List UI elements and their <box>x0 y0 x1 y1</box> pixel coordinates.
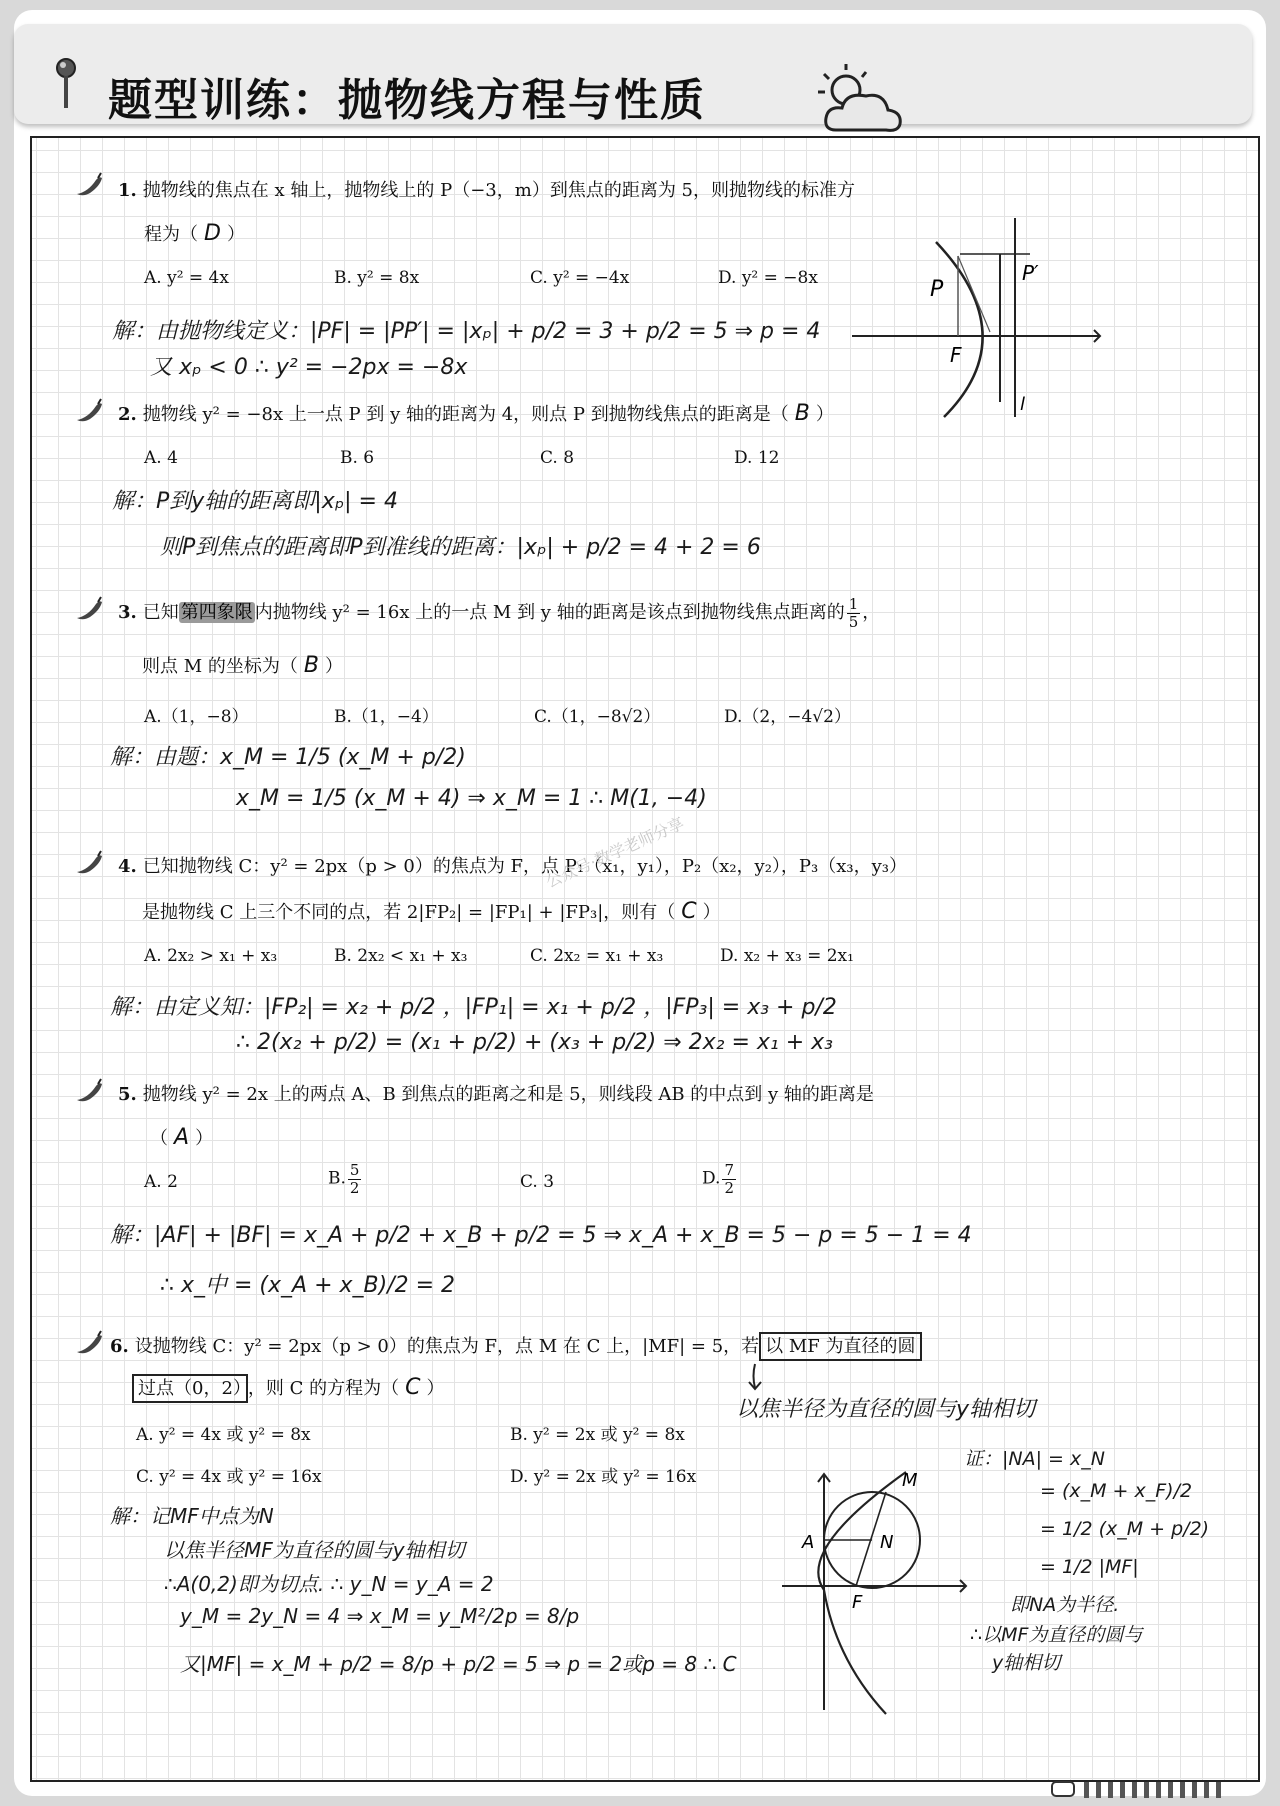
q1-solution-line2: 又 xₚ < 0 ∴ y² = −2px = −8x <box>150 355 468 380</box>
q3-option-b: B.（1，−4） <box>334 707 439 727</box>
q4-solution-line1: 解：由定义知：|FP₂| = x₂ + p/2 ，|FP₁| = x₁ + p/2 ，|FP₃| = x₃ + p/2 <box>110 995 837 1020</box>
q6-proof-line6: ∴以MF为直径的圆与 <box>970 1624 1143 1646</box>
q2-solution-line1: 解：P到y轴的距离即|xₚ| = 4 <box>112 489 398 514</box>
question-6-stem: 6. 设抛物线 C：y² = 2px（p > 0）的焦点为 F，点 M 在 C 上，|MF| = 5，若 以 MF 为直径的圆 <box>110 1332 922 1358</box>
fig6-label-f: F <box>852 1592 863 1613</box>
question-1-answer: D <box>204 221 221 246</box>
q6-option-a: A. y² = 4x 或 y² = 8x <box>136 1425 311 1445</box>
question-4-stem: 4. 已知抛物线 C：y² = 2px（p > 0）的焦点为 F，点 P₁（x₁，y₁），P₂（x₂，y₂），P₃（x₃，y₃） <box>118 856 907 877</box>
q5-solution-line2: ∴ x_中 = (x_A + x_B)/2 = 2 <box>160 1273 456 1298</box>
question-3-stem: 3. 已知 第四象限 内抛物线 y² = 16x 上的一点 M 到 y 轴的距离是该点到抛物线焦点距离的 $\frac{1}{5}$ ， <box>118 595 881 631</box>
q2-option-b: B. 6 <box>340 448 375 468</box>
pushpin-icon <box>54 56 78 116</box>
q6-option-d: D. y² = 2x 或 y² = 16x <box>510 1467 697 1487</box>
watermark: 公众号·数学老师分享 <box>542 813 687 892</box>
q3-option-c: C.（1，−8√2） <box>534 707 661 727</box>
q6-note: 以焦半径为直径的圆与y轴相切 <box>736 1397 1036 1422</box>
fig6-label-a: A <box>802 1532 815 1553</box>
chili-pepper-icon <box>74 172 104 198</box>
question-6-stem-line2: 过点（0，2） ，则 C 的方程为（ C ） <box>132 1374 445 1400</box>
header-banner <box>14 24 1252 124</box>
q1-option-b: B. y² = 8x <box>334 268 420 288</box>
fig1-label-l: l <box>1020 394 1026 415</box>
question-4-stem-line2: 是抛物线 C 上三个不同的点，若 2|FP₂| = |FP₁| + |FP₃|，则有（ C ） <box>142 899 721 924</box>
chili-pepper-icon <box>74 398 104 424</box>
question-1-stem-line2: 程为（ D ） <box>144 221 245 246</box>
q6-proof-line5: 即NA为半径. <box>1010 1594 1120 1616</box>
q4-option-b: B. 2x₂ < x₁ + x₃ <box>334 946 468 966</box>
q6-solution-line5: 又|MF| = x_M + p/2 = 8/p + p/2 = 5 ⇒ p = 2或p = 8 ∴ C <box>180 1652 737 1676</box>
chili-pepper-icon <box>74 596 104 622</box>
q1-option-a: A. y² = 4x <box>144 268 229 288</box>
question-3-answer: B <box>303 653 319 678</box>
chili-pepper-icon <box>74 1078 104 1104</box>
fig6-label-m: M <box>902 1470 918 1491</box>
q2-solution-line2: 则P到焦点的距离即P到准线的距离：|xₚ| + p/2 = 4 + 2 = 6 <box>160 535 761 560</box>
q5-option-b: B. $\frac{5}{2}$ <box>328 1161 360 1197</box>
q5-option-a: A. 2 <box>144 1172 178 1192</box>
boxed-phrase: 以 MF 为直径的圆 <box>759 1332 921 1361</box>
q2-option-a: A. 4 <box>144 448 178 468</box>
parabola-directrix-figure <box>850 212 1110 422</box>
question-5-stem: 5. 抛物线 y² = 2x 上的两点 A、B 到焦点的距离之和是 5，则线段 AB 的中点到 y 轴的距离是 <box>118 1084 874 1105</box>
fig6-label-n: N <box>880 1532 894 1553</box>
q6-solution-line3: ∴A(0,2)即为切点. ∴ y_N = y_A = 2 <box>164 1572 494 1596</box>
q2-option-c: C. 8 <box>540 448 575 468</box>
q4-solution-line2: ∴ 2(x₂ + p/2) = (x₁ + p/2) + (x₃ + p/2) ⇒ 2x₂ = x₁ + x₃ <box>236 1030 833 1055</box>
q3-solution-line1: 解：由题：x_M = 1/5 (x_M + p/2) <box>110 745 466 770</box>
q1-option-d: D. y² = −8x <box>718 268 818 288</box>
q2-option-d: D. 12 <box>734 448 780 468</box>
question-1-stem: 1. 抛物线的焦点在 x 轴上，抛物线上的 P（−3，m）到焦点的距离为 5，则抛物线的标准方 <box>118 180 855 201</box>
boxed-phrase: 过点（0，2） <box>132 1374 248 1403</box>
q1-option-c: C. y² = −4x <box>530 268 630 288</box>
q1-solution-line1: 解：由抛物线定义：|PF| = |PP′| = |xₚ| + p/2 = 3 + p/2 = 5 ⇒ p = 4 <box>112 319 821 344</box>
q5-option-d: D. $\frac{7}{2}$ <box>702 1161 734 1197</box>
q4-option-d: D. x₂ + x₃ = 2x₁ <box>720 946 854 966</box>
q6-proof-line7: y轴相切 <box>992 1652 1061 1674</box>
q3-option-a: A.（1，−8） <box>144 707 249 727</box>
q6-solution-line1: 解：记MF中点为N <box>110 1504 274 1528</box>
question-6-answer: C <box>405 1375 421 1400</box>
q3-option-d: D.（2，−4√2） <box>724 707 851 727</box>
q6-proof-line2: = (x_M + x_F)/2 <box>1040 1480 1193 1502</box>
q6-proof-line3: = 1/2 (x_M + p/2) <box>1040 1518 1210 1540</box>
q6-solution-line4: y_M = 2y_N = 4 ⇒ x_M = y_M²/2p = 8/p <box>180 1604 580 1628</box>
question-5-stem-line2: （ A ） <box>150 1125 214 1150</box>
question-2-answer: B <box>794 401 810 426</box>
question-2-stem: 2. 抛物线 y² = −8x 上一点 P 到 y 轴的距离为 4，则点 P 到抛物线焦点的距离是（ B ） <box>118 401 834 426</box>
arrow-down-icon <box>740 1362 770 1392</box>
q3-solution-line2: x_M = 1/5 (x_M + 4) ⇒ x_M = 1 ∴ M(1, −4) <box>236 786 707 811</box>
page-title: 题型训练：抛物线方程与性质 <box>108 75 706 126</box>
q6-proof-line1: 证：|NA| = x_N <box>964 1448 1105 1470</box>
chili-pepper-icon <box>74 1330 104 1356</box>
q5-option-c: C. 3 <box>520 1172 555 1192</box>
q4-option-a: A. 2x₂ > x₁ + x₃ <box>144 946 278 966</box>
q6-option-c: C. y² = 4x 或 y² = 16x <box>136 1467 322 1487</box>
q6-option-b: B. y² = 2x 或 y² = 8x <box>510 1425 685 1445</box>
fig1-label-p-prime: P′ <box>1022 261 1039 285</box>
q4-option-c: C. 2x₂ = x₁ + x₃ <box>530 946 664 966</box>
fig1-label-p: P <box>930 277 944 302</box>
highlighted-phrase: 第四象限 <box>180 602 253 623</box>
fraction: $\frac{1}{5}$ <box>848 595 859 631</box>
fig1-label-f: F <box>950 343 962 367</box>
question-5-answer: A <box>174 1125 190 1150</box>
q6-solution-line2: 以焦半径MF为直径的圆与y轴相切 <box>164 1538 465 1562</box>
question-3-stem-line2: 则点 M 的坐标为（ B ） <box>142 653 343 678</box>
question-4-answer: C <box>681 899 697 924</box>
q5-solution-line1: 解：|AF| + |BF| = x_A + p/2 + x_B + p/2 = 5 ⇒ x_A + x_B = 5 − p = 5 − 1 = 4 <box>110 1223 972 1248</box>
chili-pepper-icon <box>74 850 104 876</box>
tangent-circle-figure <box>776 1460 976 1720</box>
q6-proof-line4: = 1/2 |MF| <box>1040 1556 1139 1578</box>
decorative-bars-icon <box>1050 1780 1250 1800</box>
